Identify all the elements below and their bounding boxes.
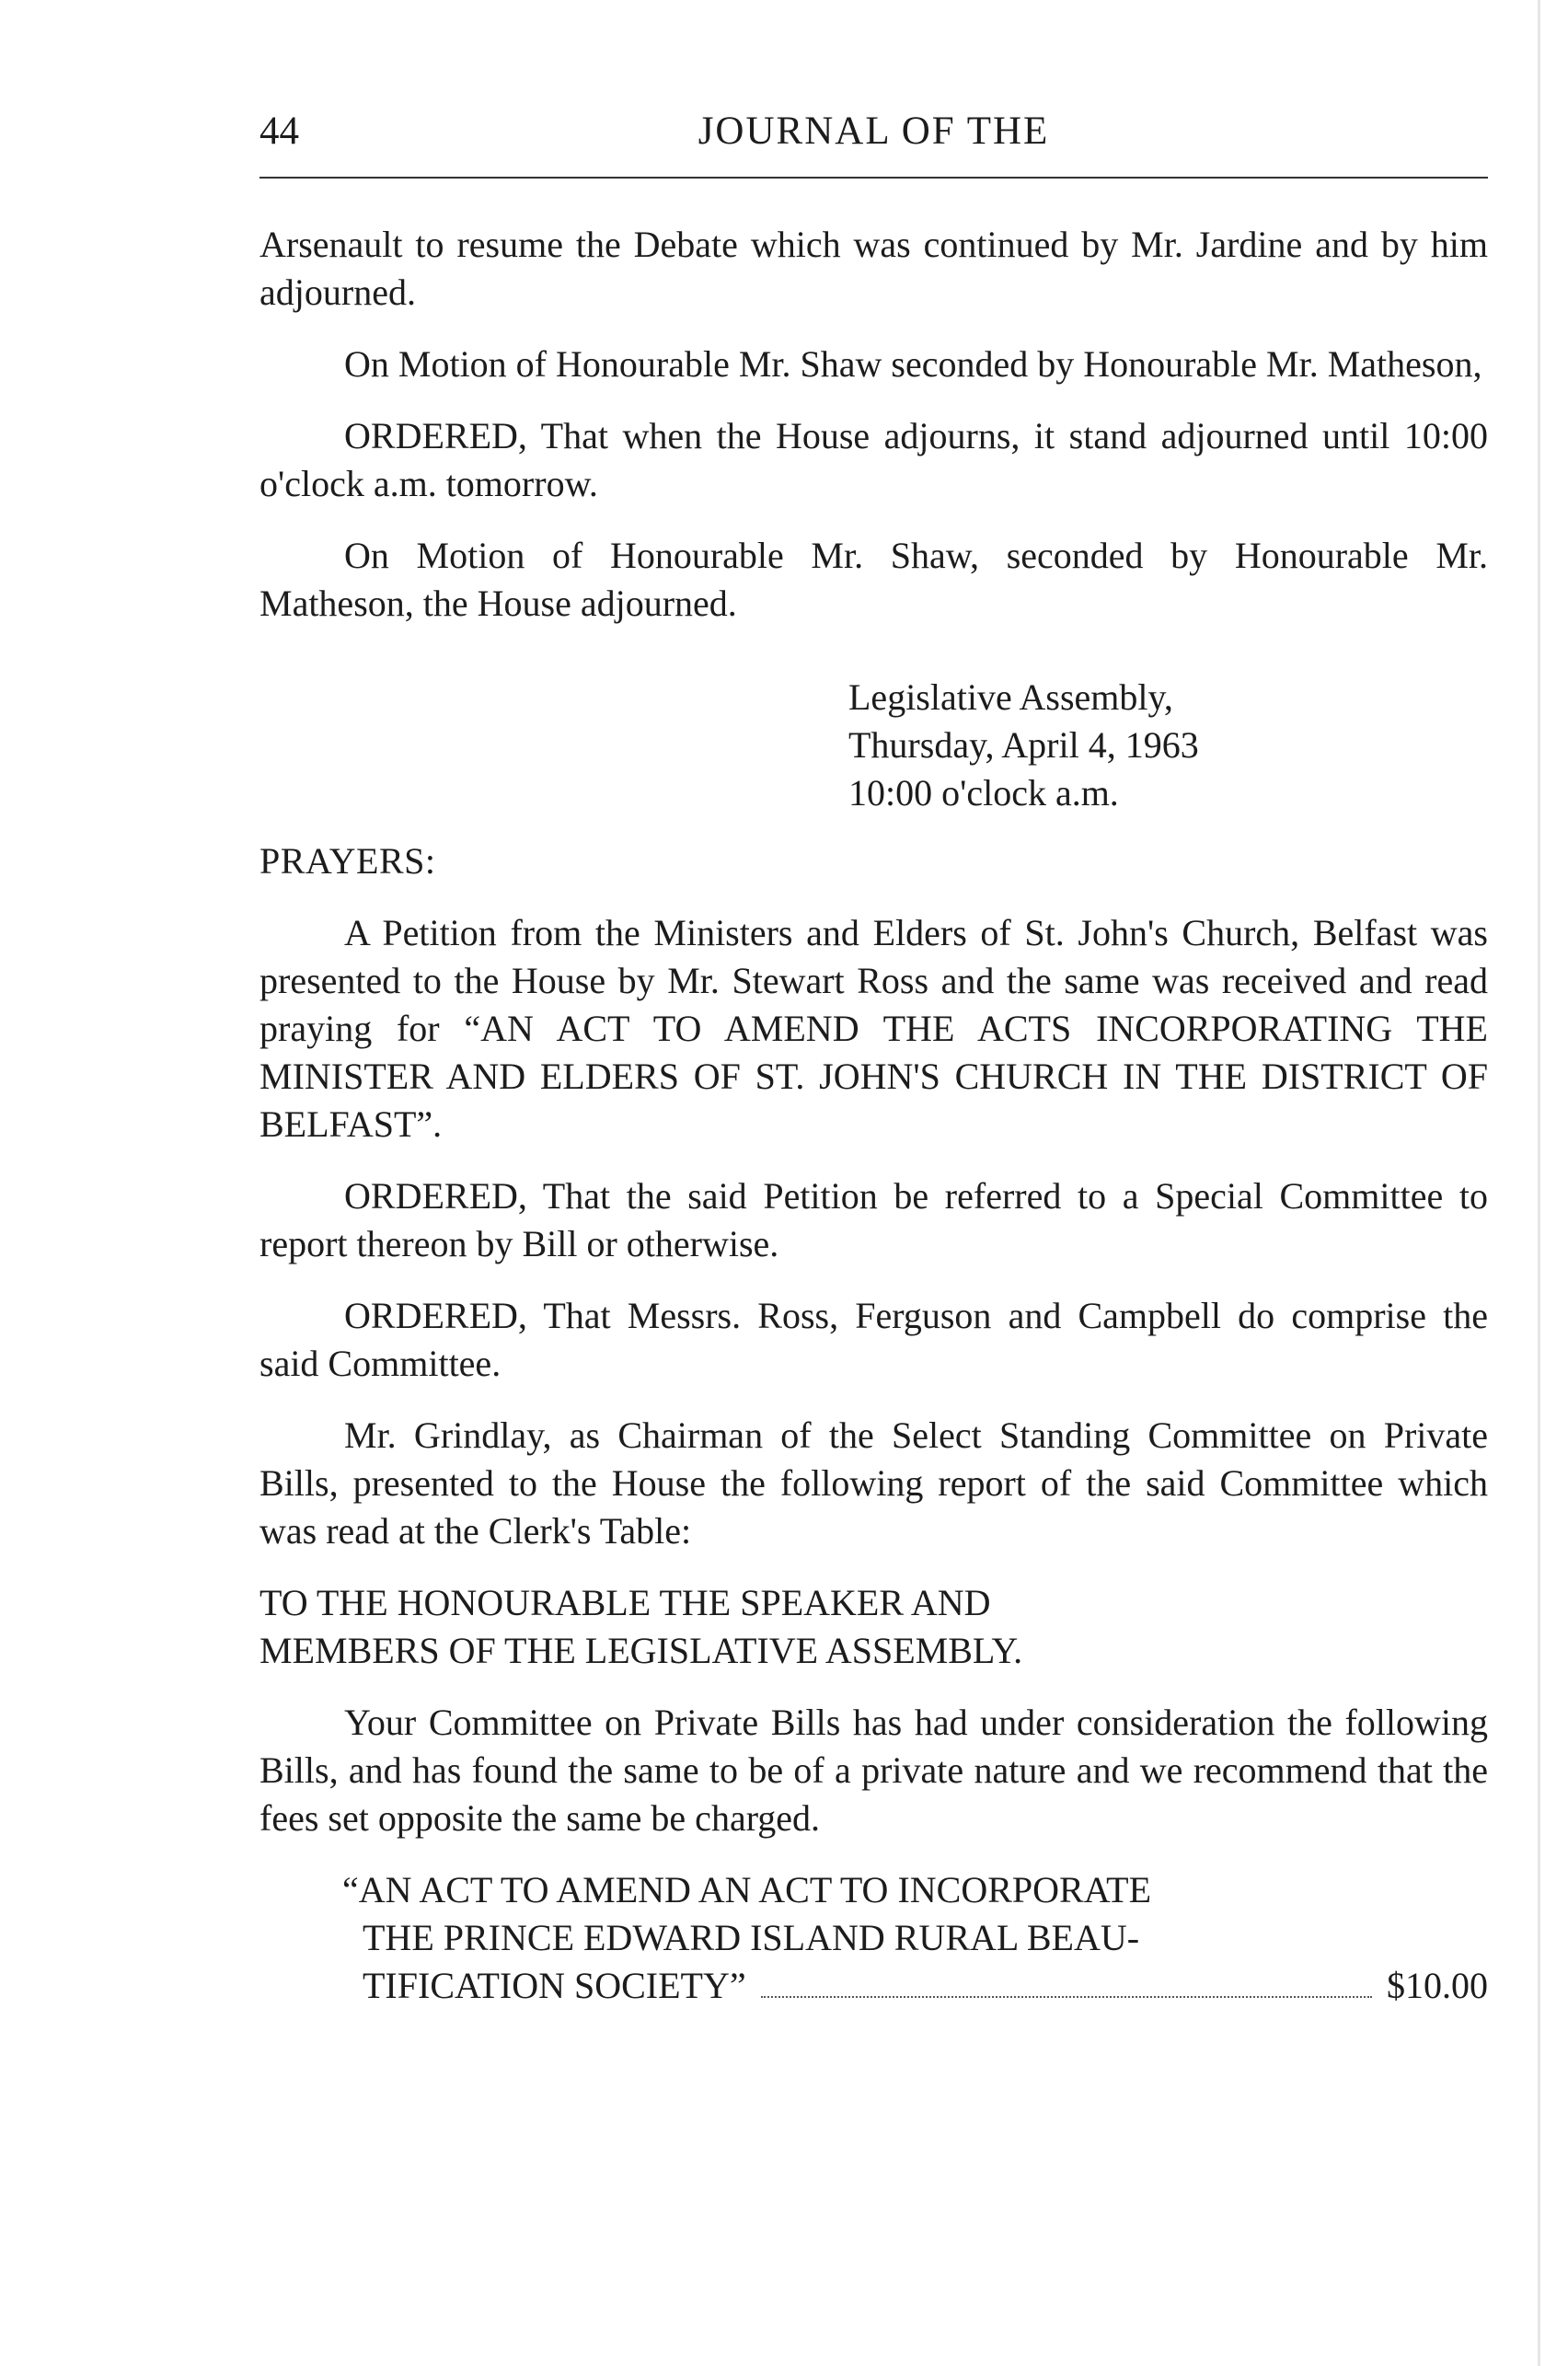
bill-title-line-1: “AN ACT TO AMEND AN ACT TO INCORPORATE — [342, 1869, 1152, 1910]
sitting-date: Thursday, April 4, 1963 — [848, 724, 1199, 766]
journal-body — [259, 221, 1488, 2010]
dot-leader — [761, 1996, 1372, 1998]
page-header — [259, 0, 1488, 175]
paragraph-ordered-adjourn: ORDERED, That when the House adjourns, it stand adjourned until 10:00 o'clock a.m. tomorrow. — [259, 415, 1488, 504]
paragraph-petition: A Petition from the Ministers and Elders of St. John's Church, Belfast was presented to the House by Mr. Stewart Ross and the same was received and read praying for “AN ACT TO AMEND THE ACTS INCORPORATING THE MINISTER AND ELDERS OF ST. JOHN'S CHURCH IN THE DISTRICT OF BELFAST”. — [259, 912, 1488, 1145]
paragraph-report-presented: Mr. Grindlay, as Chairman of the Select Standing Committee on Private Bills, presented to the House the following report of the said Committee which was read at the Clerk's Table: — [259, 1414, 1488, 1552]
paragraph-debate: Arsenault to resume the Debate which was continued by Mr. Jardine and by him adjourned. — [259, 224, 1488, 313]
prayers-label: PRAYERS: — [259, 840, 436, 882]
paragraph-report-text: Your Committee on Private Bills has had under consideration the following Bills, and has found the same to be of a private nature and we recommend that the fees set opposite the same be charged. — [259, 1702, 1488, 1839]
sitting-time: 10:00 o'clock a.m. — [848, 772, 1119, 814]
bill-fee-line — [342, 1962, 1488, 2010]
running-title: JOURNAL OF THE — [698, 110, 1050, 153]
bill-fee-entry — [342, 1866, 1488, 2010]
page-number: 44 — [259, 110, 299, 153]
bill-title-line-2: THE PRINCE EDWARD ISLAND RURAL BEAU- — [363, 1917, 1140, 1958]
report-address — [259, 1579, 1488, 1675]
sitting-assembly: Legislative Assembly, — [848, 676, 1173, 718]
address-line-1: TO THE HONOURABLE THE SPEAKER AND — [259, 1582, 991, 1623]
bill-title-line-3: TIFICATION SOCIETY” — [363, 1965, 746, 2006]
paragraph-ordered-referred: ORDERED, That the said Petition be referred to a Special Committee to report thereon by Bill or otherwise. — [259, 1175, 1488, 1264]
sitting-heading — [848, 674, 1488, 817]
paragraph-motion: On Motion of Honourable Mr. Shaw seconded by Honourable Mr. Matheson, — [344, 343, 1482, 385]
header-rule — [259, 177, 1488, 179]
bill-fee-amount: $10.00 — [1387, 1965, 1488, 2006]
paragraph-ordered-committee: ORDERED, That Messrs. Ross, Ferguson and Campbell do comprise the said Committee. — [259, 1295, 1488, 1384]
paragraph-house-adjourned: On Motion of Honourable Mr. Shaw, seconded by Honourable Mr. Matheson, the House adjourned. — [259, 535, 1488, 624]
journal-page — [259, 0, 1488, 2006]
address-line-2: MEMBERS OF THE LEGISLATIVE ASSEMBLY. — [259, 1630, 1023, 1671]
page-edge-shadow — [1538, 0, 1540, 2366]
